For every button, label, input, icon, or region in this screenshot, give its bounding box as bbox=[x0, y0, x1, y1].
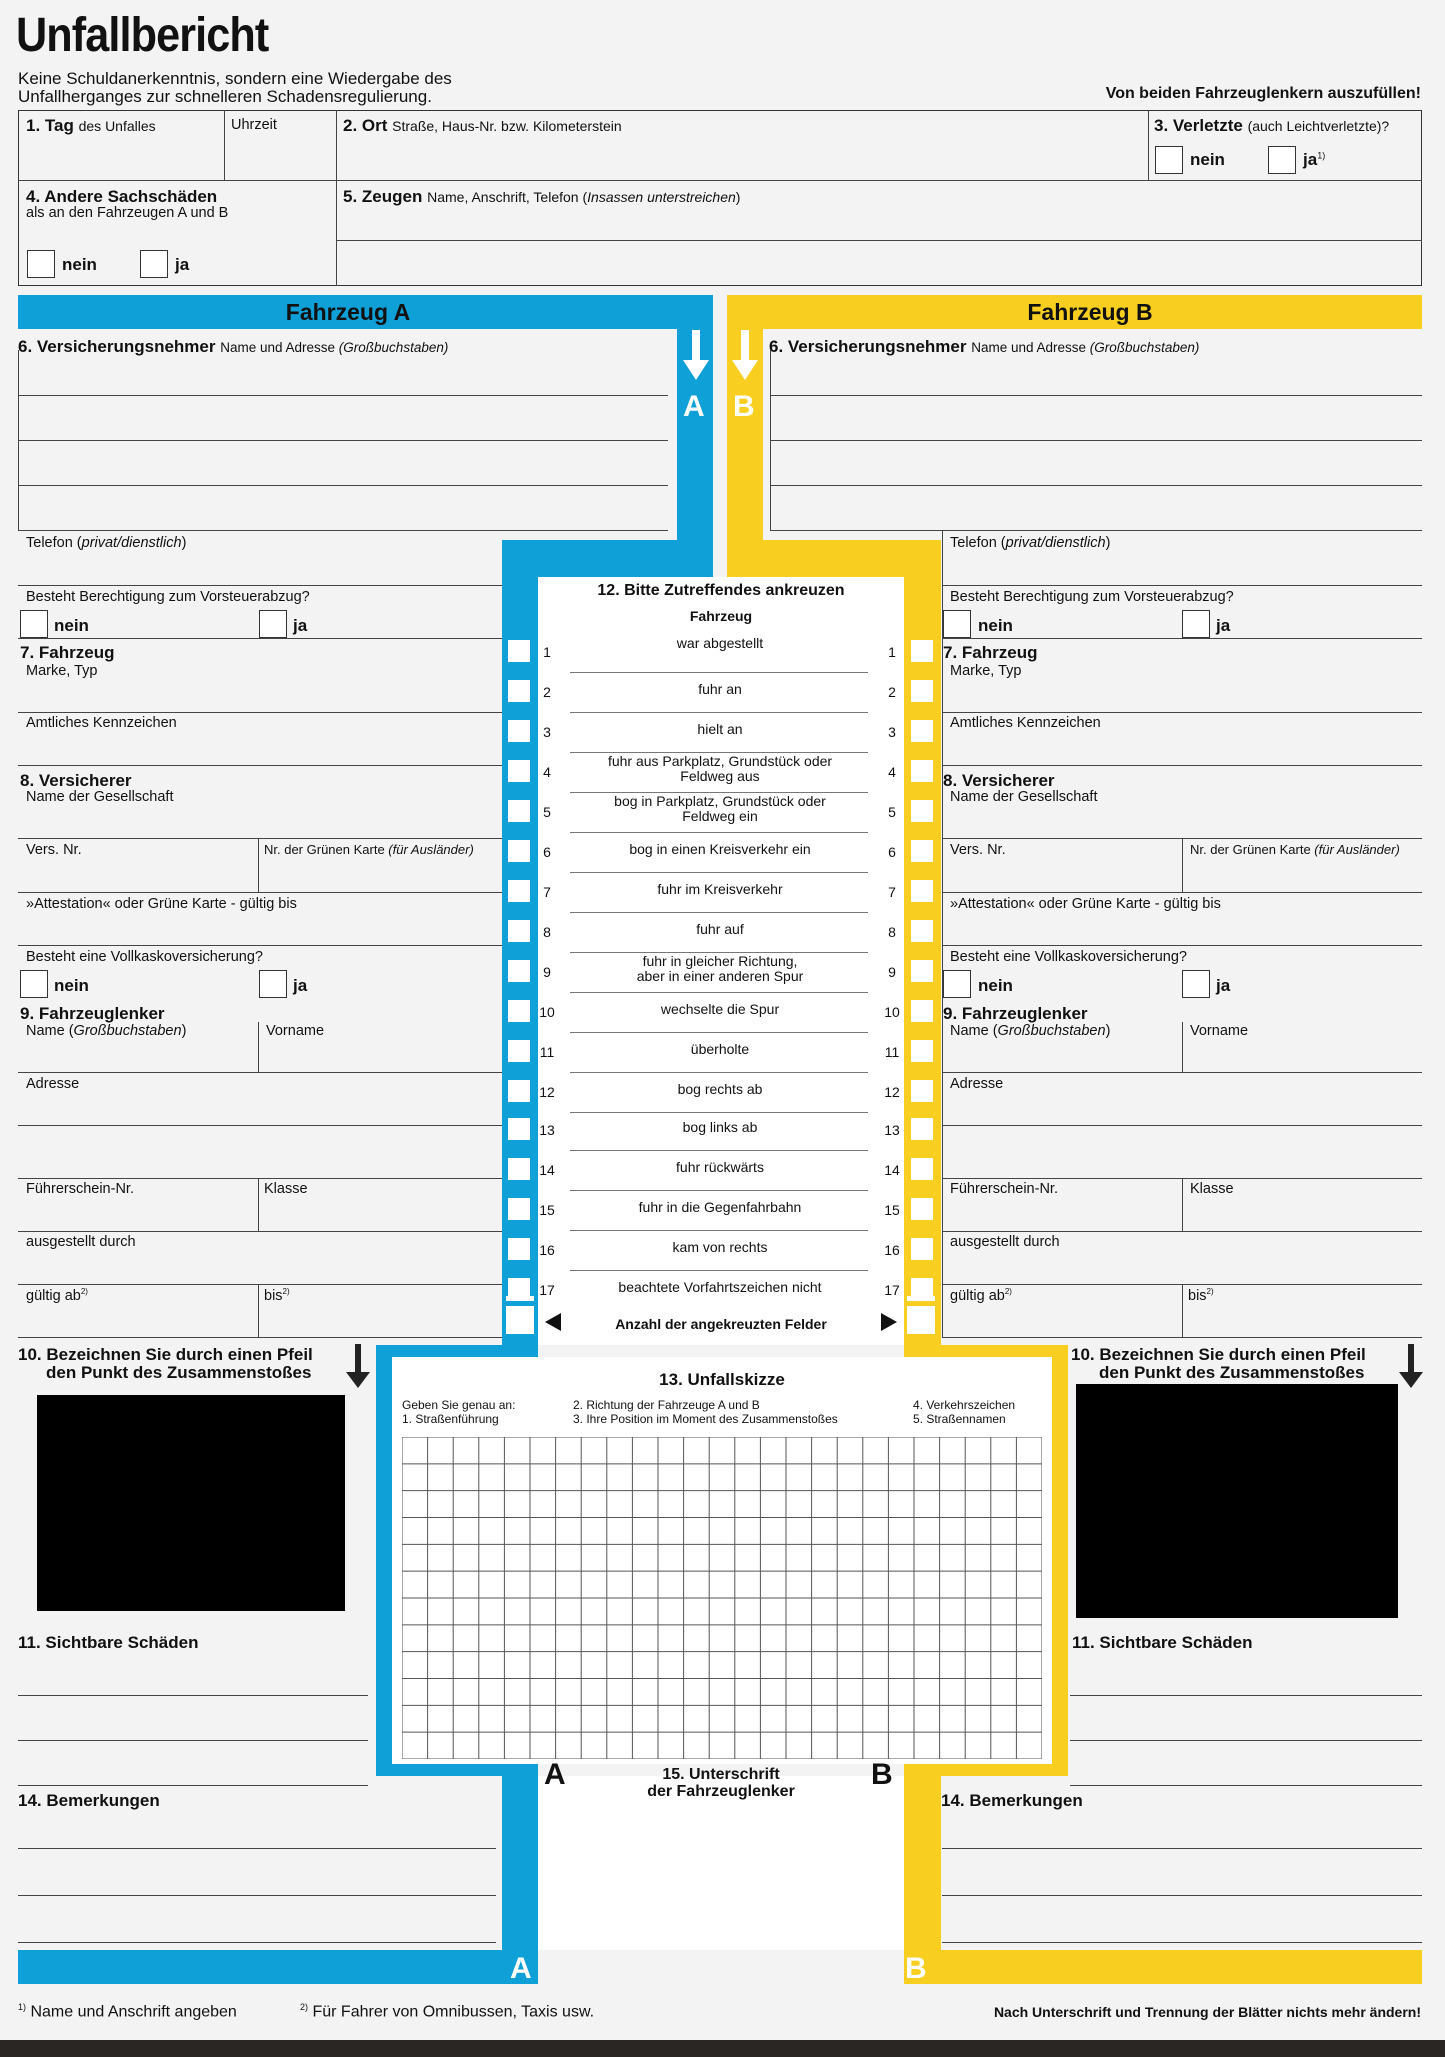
circumstance-text bbox=[575, 1200, 865, 1215]
a-circumstance-checkbox[interactable] bbox=[508, 760, 530, 782]
a-license-plate[interactable]: Amtliches Kennzeichen bbox=[26, 715, 177, 731]
b-circumstance-number: 4 bbox=[888, 764, 896, 780]
circumstance-text bbox=[575, 754, 865, 783]
a-circumstance-checkbox[interactable] bbox=[508, 1158, 530, 1180]
a-field-10-line1: 10. Bezeichnen Sie durch einen Pfeil bbox=[18, 1345, 313, 1364]
a-fullcover-question: Besteht eine Vollkaskoversicherung? bbox=[26, 949, 263, 965]
b-circumstance-number: 14 bbox=[884, 1162, 900, 1178]
strip-letter-a: A bbox=[683, 390, 705, 423]
a-circumstance-checkbox[interactable] bbox=[508, 680, 530, 702]
circumstance-text bbox=[575, 1002, 865, 1017]
b-fullcover-question: Besteht eine Vollkaskoversicherung? bbox=[950, 949, 1187, 965]
b-circumstance-checkbox[interactable] bbox=[911, 920, 933, 942]
b-circumstance-number: 6 bbox=[888, 844, 896, 860]
circumstance-text-line: bog links ab bbox=[682, 1119, 758, 1135]
field-2-location[interactable]: 2. Ort Straße, Haus-Nr. bzw. Kilometerstein bbox=[343, 116, 622, 135]
signature-title-2: der Fahrzeuglenker bbox=[647, 1783, 795, 1800]
b-valid-from[interactable]: gültig $ab^{2)}$ bbox=[950, 1287, 1012, 1304]
circumstance-text-line: Feldweg ein bbox=[682, 807, 758, 824]
b-license-plate[interactable]: Amtliches Kennzeichen bbox=[950, 715, 1101, 731]
b-driver-address[interactable]: Adresse bbox=[950, 1076, 1004, 1092]
circumstance-text bbox=[575, 1280, 865, 1295]
a-attestation[interactable]: »Attestation« oder Grüne Karte - gültig bis bbox=[26, 896, 297, 912]
b-green-card-number[interactable]: Nr. der Grünen Karte (für Ausländer) bbox=[1190, 842, 1400, 857]
a-circumstance-number: 16 bbox=[539, 1242, 555, 1258]
b-field-11-damages: 11. Sichtbare Schäden bbox=[1072, 1633, 1253, 1652]
circumstance-text bbox=[575, 954, 865, 983]
a-vat-yes-label: ja bbox=[293, 616, 308, 635]
b-circumstance-number: 7 bbox=[888, 884, 896, 900]
a-driver-address[interactable]: Adresse bbox=[26, 1076, 80, 1092]
field-1-date[interactable]: 1. Tag des Unfalles bbox=[26, 116, 156, 135]
b-circumstance-number: 9 bbox=[888, 964, 896, 980]
a-make-type[interactable]: Marke, Typ bbox=[26, 663, 98, 679]
a-circumstance-checkbox[interactable] bbox=[508, 1080, 530, 1102]
b-circumstance-checkbox[interactable] bbox=[911, 1040, 933, 1062]
circumstance-text-line: fuhr an bbox=[698, 681, 742, 697]
a-impact-diagram[interactable] bbox=[37, 1395, 345, 1611]
a-circumstance-number: 4 bbox=[543, 764, 551, 780]
damage-no-label: nein bbox=[62, 255, 97, 274]
bottom-bar bbox=[0, 2040, 1445, 2057]
b-circumstance-checkbox[interactable] bbox=[911, 720, 933, 742]
a-field-7-vehicle: 7. Fahrzeug bbox=[20, 643, 115, 662]
b-vat-question: Besteht Berechtigung zum Vorsteuerabzug? bbox=[950, 589, 1234, 605]
circumstance-text bbox=[575, 1042, 865, 1057]
b-vat-yes-checkbox[interactable] bbox=[1182, 610, 1210, 638]
field-4-other-damage: 4. Andere Sachschäden bbox=[26, 187, 218, 206]
circumstance-text-line: bog in einen Kreisverkehr ein bbox=[629, 841, 811, 857]
circumstance-text bbox=[575, 794, 865, 823]
count-label: Anzahl der angekreuzten Felder bbox=[615, 1316, 827, 1332]
a-circumstance-number: 9 bbox=[543, 964, 551, 980]
a-fullcover-yes-label: ja bbox=[293, 976, 308, 995]
b-field-7-vehicle: 7. Fahrzeug bbox=[943, 643, 1038, 662]
injured-yes-label: $ja^{1)}$ bbox=[1303, 150, 1326, 169]
a-field-8-insurer: 8. Versicherer bbox=[20, 771, 132, 790]
circumstance-text bbox=[575, 842, 865, 857]
b-circumstance-number: 1 bbox=[888, 644, 896, 660]
bottom-letter-b: B bbox=[905, 1952, 927, 1985]
sketch-hint-3a: 4. Verkehrszeichen bbox=[913, 1398, 1016, 1412]
a-vat-question: Besteht Berechtigung zum Vorsteuerabzug? bbox=[26, 589, 310, 605]
circumstance-text-line: bog rechts ab bbox=[677, 1081, 763, 1097]
a-field-10-line2: den Punkt des Zusammenstoßes bbox=[46, 1363, 312, 1382]
b-circumstance-checkbox[interactable] bbox=[911, 960, 933, 982]
circumstance-text bbox=[575, 682, 865, 697]
a-fullcover-yes-checkbox[interactable] bbox=[259, 970, 287, 998]
a-circumstance-checkbox[interactable] bbox=[508, 640, 530, 662]
circumstance-text-line: überholte bbox=[690, 1041, 750, 1057]
page-title: Unfallbericht bbox=[16, 9, 269, 62]
circumstance-text-line: fuhr auf bbox=[696, 921, 744, 937]
b-field-10-line2: den Punkt des Zusammenstoßes bbox=[1099, 1363, 1365, 1382]
a-fullcover-no-label: nein bbox=[54, 976, 89, 995]
b-circumstance-number: 12 bbox=[884, 1084, 900, 1100]
b-issued-by[interactable]: ausgestellt durch bbox=[950, 1234, 1060, 1250]
a-circumstance-number: 2 bbox=[543, 684, 551, 700]
a-count-box[interactable] bbox=[506, 1306, 534, 1334]
a-circumstance-checkbox[interactable] bbox=[508, 1198, 530, 1220]
a-insurer-name[interactable]: Name der Gesellschaft bbox=[26, 789, 174, 805]
signature-area-a[interactable] bbox=[540, 1805, 720, 1945]
b-circumstance-number: 11 bbox=[884, 1044, 900, 1060]
a-vat-no-checkbox[interactable] bbox=[20, 610, 48, 638]
circumstance-text bbox=[575, 722, 865, 737]
arrow-down-impact-b-icon bbox=[1399, 1344, 1423, 1388]
a-circumstance-number: 15 bbox=[539, 1202, 555, 1218]
b-field-8-insurer: 8. Versicherer bbox=[943, 771, 1055, 790]
circumstance-text bbox=[575, 1082, 865, 1097]
b-license-class[interactable]: Klasse bbox=[1190, 1181, 1234, 1197]
circumstance-text-line: fuhr in die Gegenfahrbahn bbox=[638, 1199, 802, 1215]
field-4-sub: als an den Fahrzeugen A und B bbox=[26, 205, 229, 221]
circumstance-text bbox=[575, 1240, 865, 1255]
a-driver-name[interactable]: Name (Großbuchstaben) bbox=[26, 1023, 187, 1039]
a-circumstance-number: 14 bbox=[539, 1162, 555, 1178]
b-circumstance-checkbox[interactable] bbox=[911, 840, 933, 862]
injured-yes-checkbox[interactable] bbox=[1268, 146, 1296, 174]
b-circumstance-checkbox[interactable] bbox=[911, 680, 933, 702]
a-field-14-remarks: 14. Bemerkungen bbox=[18, 1791, 160, 1810]
circumstance-text bbox=[575, 1160, 865, 1175]
bottom-letter-a: A bbox=[510, 1952, 532, 1985]
subtitle-line-2: Unfallherganges zur schnelleren Schadensregulierung. bbox=[18, 87, 432, 106]
b-field-14-remarks: 14. Bemerkungen bbox=[941, 1791, 1083, 1810]
a-valid-until[interactable]: bis$^{2)}$ bbox=[264, 1287, 290, 1304]
b-driver-firstname[interactable]: Vorname bbox=[1190, 1023, 1249, 1039]
a-circumstance-number: 5 bbox=[543, 804, 551, 820]
b-field-9-driver: 9. Fahrzeuglenker bbox=[943, 1004, 1088, 1023]
b-license-number[interactable]: Führerschein-Nr. bbox=[950, 1181, 1058, 1197]
a-circumstance-checkbox[interactable] bbox=[508, 800, 530, 822]
vehicle-b-title: Fahrzeug B bbox=[1027, 299, 1153, 325]
circumstance-text-line: kam von rechts bbox=[672, 1239, 768, 1255]
a-circumstance-number: 7 bbox=[543, 884, 551, 900]
circumstance-text bbox=[575, 1120, 865, 1135]
circumstance-text bbox=[575, 882, 865, 897]
b-circumstance-number: 8 bbox=[888, 924, 896, 940]
arrow-down-b-icon bbox=[732, 330, 758, 380]
b-circumstance-checkbox[interactable] bbox=[911, 1118, 933, 1140]
a-circumstance-number: 17 bbox=[539, 1282, 555, 1298]
b-circumstance-checkbox[interactable] bbox=[911, 1080, 933, 1102]
field-5-witnesses[interactable]: 5. Zeugen Name, Anschrift, Telefon (Insassen unterstreichen) bbox=[343, 187, 741, 206]
b-phone[interactable]: Telefon (privat/dienstlich) bbox=[950, 535, 1111, 551]
b-fullcover-no-label: nein bbox=[978, 976, 1013, 995]
a-circumstance-number: 1 bbox=[543, 644, 551, 660]
damage-no-checkbox[interactable] bbox=[27, 250, 55, 278]
b-circumstance-checkbox[interactable] bbox=[911, 1198, 933, 1220]
b-policy-number[interactable]: Vers. Nr. bbox=[950, 842, 1006, 858]
b-circumstance-checkbox[interactable] bbox=[911, 1000, 933, 1022]
strip-letter-b: B bbox=[733, 390, 755, 423]
circumstance-text-line: bog in Parkplatz, Grundstück oder bbox=[614, 793, 826, 809]
circumstance-text-line: wechselte die Spur bbox=[660, 1001, 780, 1017]
b-make-type[interactable]: Marke, Typ bbox=[950, 663, 1022, 679]
signature-title-1: 15. Unterschrift bbox=[662, 1766, 780, 1783]
a-vat-yes-checkbox[interactable] bbox=[259, 610, 287, 638]
sketch-hint-2b: 3. Ihre Position im Moment des Zusammenstoßes bbox=[573, 1412, 838, 1426]
a-circumstance-number: 6 bbox=[543, 844, 551, 860]
b-field-6-policyholder: 6. Versicherungsnehmer Name und Adresse (Großbuchstaben) bbox=[769, 337, 1200, 356]
circumstance-text-line: war abgestellt bbox=[676, 635, 764, 651]
a-field-6-policyholder: 6. Versicherungsnehmer Name und Adresse (Großbuchstaben) bbox=[18, 337, 449, 356]
b-field-10-line1: 10. Bezeichnen Sie durch einen Pfeil bbox=[1071, 1345, 1366, 1364]
signature-letter-b: B bbox=[871, 1758, 893, 1791]
signature-area-b[interactable] bbox=[722, 1805, 902, 1945]
sketch-hint-1a: Geben Sie genau an: bbox=[402, 1398, 516, 1412]
a-field-11-damages: 11. Sichtbare Schäden bbox=[18, 1633, 199, 1652]
a-fullcover-no-checkbox[interactable] bbox=[20, 970, 48, 998]
field-3-injured: 3. Verletzte (auch Leichtverletzte)? bbox=[1154, 116, 1390, 135]
a-vat-no-label: nein bbox=[54, 616, 89, 635]
a-circumstance-number: 8 bbox=[543, 924, 551, 940]
a-field-9-driver: 9. Fahrzeuglenker bbox=[20, 1004, 165, 1023]
b-circumstance-checkbox[interactable] bbox=[911, 800, 933, 822]
injured-no-label: nein bbox=[1190, 150, 1225, 169]
b-circumstance-number: 17 bbox=[884, 1282, 900, 1298]
b-circumstance-checkbox[interactable] bbox=[911, 760, 933, 782]
sketch-hint-1b: 1. Straßenführung bbox=[402, 1412, 499, 1426]
b-circumstance-number: 2 bbox=[888, 684, 896, 700]
arrow-down-a-icon bbox=[683, 330, 709, 380]
a-circumstance-checkbox[interactable] bbox=[508, 1040, 530, 1062]
b-circumstance-number: 15 bbox=[884, 1202, 900, 1218]
a-circumstance-checkbox[interactable] bbox=[508, 960, 530, 982]
a-circumstance-number: 10 bbox=[539, 1004, 555, 1020]
injured-no-checkbox[interactable] bbox=[1155, 146, 1183, 174]
a-phone[interactable]: Telefon (privat/dienstlich) bbox=[26, 535, 187, 551]
footnote-2: $^{2)}$ Für Fahrer von Omnibussen, Taxis usw. bbox=[300, 2002, 595, 2021]
b-circumstance-number: 13 bbox=[884, 1122, 900, 1138]
a-license-number[interactable]: Führerschein-Nr. bbox=[26, 1181, 134, 1197]
a-circumstance-number: 12 bbox=[539, 1084, 555, 1100]
sketch-hint-2a: 2. Richtung der Fahrzeuge A und B bbox=[573, 1398, 760, 1412]
arrow-down-impact-a-icon bbox=[346, 1344, 370, 1388]
b-vat-yes-label: ja bbox=[1216, 616, 1231, 635]
circumstance-text-line: hielt an bbox=[697, 721, 743, 737]
b-vat-no-label: nein bbox=[978, 616, 1013, 635]
circumstance-text bbox=[575, 636, 865, 651]
a-circumstance-checkbox[interactable] bbox=[508, 920, 530, 942]
a-issued-by[interactable]: ausgestellt durch bbox=[26, 1234, 136, 1250]
b-circumstance-checkbox[interactable] bbox=[911, 1158, 933, 1180]
circumstance-text-line: beachtete Vorfahrtszeichen nicht bbox=[618, 1279, 822, 1295]
b-circumstance-checkbox[interactable] bbox=[911, 640, 933, 662]
a-driver-firstname[interactable]: Vorname bbox=[266, 1023, 325, 1039]
a-circumstance-number: 13 bbox=[539, 1122, 555, 1138]
a-policy-number[interactable]: Vers. Nr. bbox=[26, 842, 82, 858]
footnote-1: $^{1)}$ Name und Anschrift angeben bbox=[18, 2002, 237, 2021]
b-vat-no-checkbox[interactable] bbox=[943, 610, 971, 638]
a-circumstance-checkbox[interactable] bbox=[508, 840, 530, 862]
circumstance-text-line: Feldweg aus bbox=[680, 767, 760, 784]
a-circumstance-number: 3 bbox=[543, 724, 551, 740]
circumstance-text-line: fuhr in gleicher Richtung, bbox=[642, 953, 798, 969]
a-circumstance-checkbox[interactable] bbox=[508, 1118, 530, 1140]
b-insurer-name[interactable]: Name der Gesellschaft bbox=[950, 789, 1098, 805]
subtitle-line-1: Keine Schuldanerkenntnis, sondern eine Wiedergabe des bbox=[18, 69, 452, 88]
field-time[interactable]: Uhrzeit bbox=[231, 117, 277, 133]
b-circumstance-number: 5 bbox=[888, 804, 896, 820]
b-count-box[interactable] bbox=[907, 1306, 935, 1334]
a-circumstance-checkbox[interactable] bbox=[508, 720, 530, 742]
sketch-hint-3b: 5. Straßennamen bbox=[913, 1412, 1006, 1426]
vehicle-a-title: Fahrzeug A bbox=[285, 299, 411, 325]
damage-yes-checkbox[interactable] bbox=[140, 250, 168, 278]
b-circumstance-number: 16 bbox=[884, 1242, 900, 1258]
a-valid-from[interactable]: gültig $ab^{2)}$ bbox=[26, 1287, 88, 1304]
b-driver-name[interactable]: Name (Großbuchstaben) bbox=[950, 1023, 1111, 1039]
circumstance-text-line: fuhr aus Parkplatz, Grundstück oder bbox=[607, 753, 833, 769]
signature-letter-a: A bbox=[544, 1758, 566, 1791]
a-circumstance-checkbox[interactable] bbox=[508, 880, 530, 902]
b-fullcover-no-checkbox[interactable] bbox=[943, 970, 971, 998]
a-circumstance-checkbox[interactable] bbox=[508, 1238, 530, 1260]
circumstance-text-line: fuhr im Kreisverkehr bbox=[657, 881, 783, 897]
sketch-grid[interactable] bbox=[402, 1437, 1042, 1759]
b-fullcover-yes-label: ja bbox=[1216, 976, 1231, 995]
b-circumstance-checkbox[interactable] bbox=[911, 1238, 933, 1260]
b-valid-until[interactable]: bis$^{2)}$ bbox=[1188, 1287, 1214, 1304]
damage-yes-label: ja bbox=[175, 255, 190, 274]
footer-warning: Nach Unterschrift und Trennung der Blätter nichts mehr ändern! bbox=[993, 2004, 1421, 2020]
b-attestation[interactable]: »Attestation« oder Grüne Karte - gültig bis bbox=[950, 896, 1221, 912]
b-circumstance-number: 3 bbox=[888, 724, 896, 740]
sketch-title: 13. Unfallskizze bbox=[659, 1370, 785, 1389]
circumstances-title: 12. Bitte Zutreffendes ankreuzen bbox=[597, 582, 845, 599]
a-license-class[interactable]: Klasse bbox=[264, 1181, 308, 1197]
b-circumstance-number: 10 bbox=[884, 1004, 900, 1020]
b-circumstance-checkbox[interactable] bbox=[911, 880, 933, 902]
b-impact-diagram[interactable] bbox=[1076, 1384, 1398, 1618]
a-circumstance-number: 11 bbox=[539, 1044, 555, 1060]
circumstance-text bbox=[575, 922, 865, 937]
circumstance-text-line: fuhr rückwärts bbox=[676, 1159, 764, 1175]
a-circumstance-checkbox[interactable] bbox=[508, 1000, 530, 1022]
a-green-card-number[interactable]: Nr. der Grünen Karte (für Ausländer) bbox=[264, 842, 474, 857]
both-drivers-note: Von beiden Fahrzeuglenkern auszufüllen! bbox=[1105, 85, 1421, 102]
circumstance-text-line: aber in einer anderen Spur bbox=[636, 967, 804, 984]
circumstances-subtitle: Fahrzeug bbox=[689, 608, 753, 624]
b-fullcover-yes-checkbox[interactable] bbox=[1182, 970, 1210, 998]
